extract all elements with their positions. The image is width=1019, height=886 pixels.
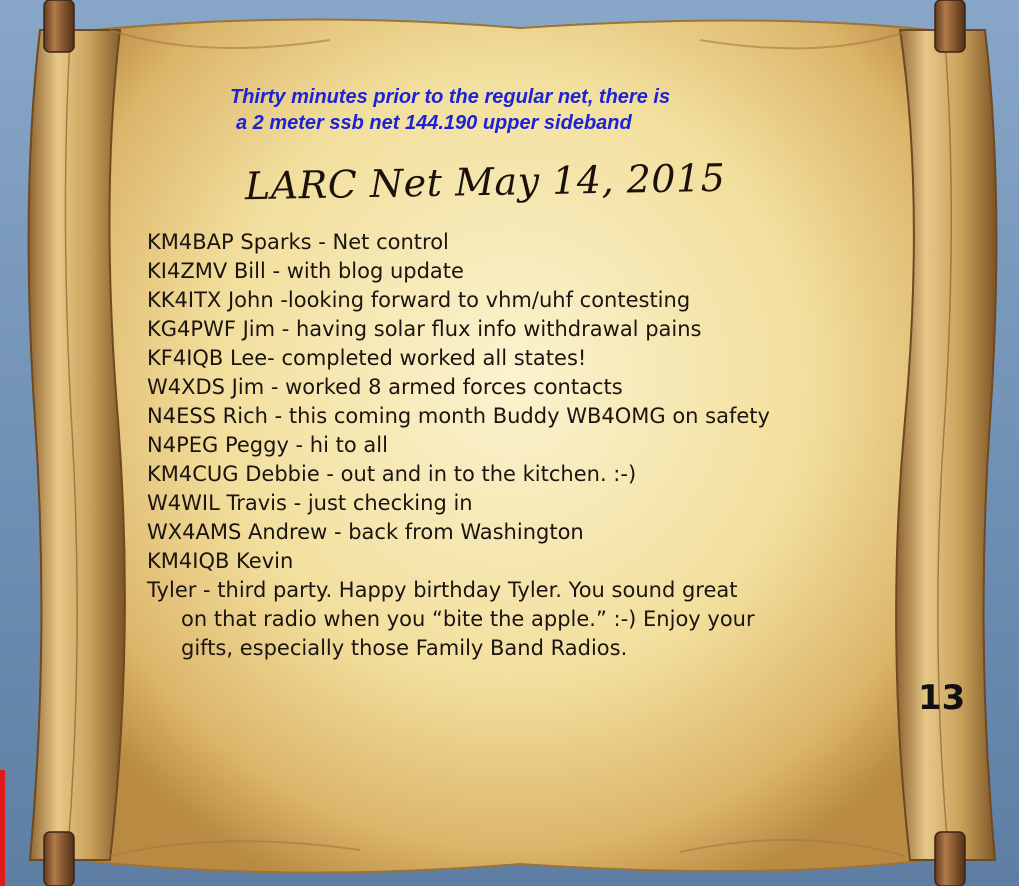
checkin-list bbox=[147, 228, 887, 663]
list-item: N4ESS Rich - this coming month Buddy WB4OMG on safety bbox=[147, 404, 770, 428]
page-title: LARC Net May 14, 2015 bbox=[244, 155, 726, 209]
left-rod-top bbox=[44, 0, 74, 52]
list-item: W4XDS Jim - worked 8 armed forces contacts bbox=[147, 375, 623, 399]
list-item: KM4IQB Kevin bbox=[147, 549, 294, 573]
list-item: KM4BAP Sparks - Net control bbox=[147, 230, 449, 254]
right-rod-top bbox=[935, 0, 965, 52]
left-rod-bottom bbox=[44, 832, 74, 886]
tyler-line-3: gifts, especially those Family Band Radios. bbox=[181, 636, 628, 660]
list-item: N4PEG Peggy - hi to all bbox=[147, 433, 388, 457]
tyler-line-2: on that radio when you “bite the apple.” :-) Enjoy your bbox=[181, 607, 755, 631]
left-roll bbox=[29, 30, 125, 860]
red-edge-mark bbox=[0, 770, 5, 886]
list-item: W4WIL Travis - just checking in bbox=[147, 491, 473, 515]
notice-line-2: a 2 meter ssb net 144.190 upper sideband bbox=[236, 112, 632, 134]
tyler-line-1: Tyler - third party. Happy birthday Tyler. You sound great bbox=[147, 578, 738, 602]
list-item: KM4CUG Debbie - out and in to the kitchen. :-) bbox=[147, 462, 637, 486]
right-roll bbox=[896, 30, 996, 860]
list-item-tyler bbox=[147, 576, 847, 663]
page-number: 13 bbox=[918, 678, 966, 718]
notice-line-1: Thirty minutes prior to the regular net, there is bbox=[230, 86, 671, 108]
list-item: KF4IQB Lee- completed worked all states! bbox=[147, 346, 587, 370]
list-item: KG4PWF Jim - having solar flux info withdrawal pains bbox=[147, 317, 702, 341]
net-notice bbox=[230, 84, 790, 136]
list-item: KK4ITX John -looking forward to vhm/uhf contesting bbox=[147, 288, 691, 312]
list-item: WX4AMS Andrew - back from Washington bbox=[147, 520, 584, 544]
list-item: KI4ZMV Bill - with blog update bbox=[147, 259, 464, 283]
right-rod-bottom bbox=[935, 832, 965, 886]
